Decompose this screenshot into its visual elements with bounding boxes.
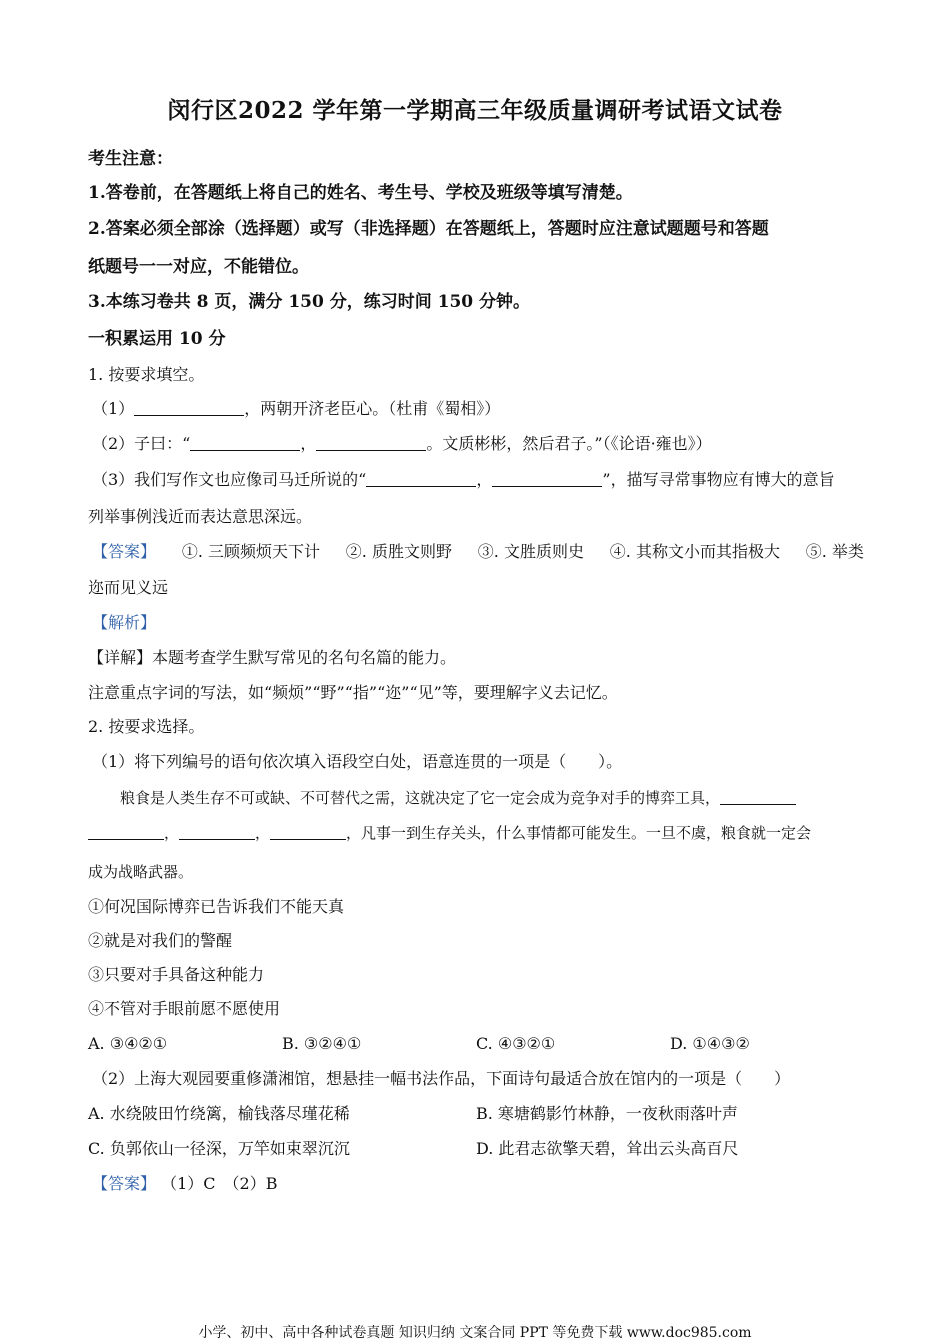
q2-passage-line3: 成为战略武器。 [88, 863, 194, 881]
q1-part2-sep: ， [300, 434, 317, 453]
option-c[interactable]: C. ④③②① [476, 1034, 556, 1053]
q1-part1-text: ，两朝开济老臣心。（杜甫《蜀相》） [244, 399, 501, 418]
q2-passage-line1 [120, 787, 864, 809]
q2-passage-line2 [88, 822, 864, 844]
fill-blank[interactable] [179, 823, 255, 840]
fill-blank[interactable] [492, 470, 602, 487]
answer-item: ②. 质胜文则野 [345, 542, 452, 561]
option-b[interactable]: B. 寒塘鹤影竹林静，一夜秋雨落叶声 [476, 1104, 738, 1123]
q1-part2 [92, 433, 864, 455]
option-d[interactable]: D. 此君志欲擎天碧，耸出云头高百尺 [476, 1139, 739, 1158]
q1-stem: 1. 按要求填空。 [88, 365, 205, 384]
answer-item: ③. 文胜质则史 [477, 542, 584, 561]
q1-part2-prefix: （2）子曰：“ [92, 434, 191, 453]
q1-part2-text: 。文质彬彬，然后君子。”（《论语·雍也》） [426, 434, 712, 453]
answer-tag: 【答案】 [92, 1174, 157, 1193]
q1-part3-text: ”，描写寻常事物应有博大的意旨 [602, 470, 835, 489]
notice-item-2: 2.答案必须全部涂（选择题）或写（非选择题）在答题纸上，答题时应注意试题题号和答题 [88, 219, 769, 239]
q2-part2: （2）上海大观园要重修潇湘馆，想悬挂一幅书法作品，下面诗句最适合放在馆内的一项是（ ） [92, 1069, 791, 1088]
page-footer: 小学、初中、高中各种试卷真题 知识归纳 文案合同 PPT 等免费下载 www.doc985.com [198, 1325, 752, 1341]
q1-part3-prefix: （3）我们写作文也应像司马迁所说的“ [92, 470, 367, 489]
fill-blank[interactable] [720, 788, 796, 805]
answer-tag: 【答案】 [92, 542, 157, 561]
fill-blank[interactable] [270, 823, 346, 840]
fill-blank[interactable] [88, 823, 164, 840]
answer-item: ①. 三顾频烦天下计 [181, 542, 320, 561]
page-title: 闵行区2022 学年第一学期高三年级质量调研考试语文试卷 [167, 97, 783, 124]
passage-text: 粮食是人类生存不可或缺、不可替代之需，这就决定了它一定会成为竞争对手的博弈工具， [120, 789, 721, 807]
q1-answer [92, 541, 864, 563]
fill-blank[interactable] [134, 399, 244, 416]
q1-part1 [92, 398, 864, 420]
notice-heading: 考生注意： [88, 149, 173, 169]
q1-part3 [92, 469, 864, 491]
note-text: 注意重点字词的写法，如“频烦”“野”“指”“迩”“见”等，要理解字义去记忆。 [88, 683, 618, 702]
notice-item-2-cont: 纸题号一一对应，不能错位。 [88, 257, 309, 277]
option-c[interactable]: C. 负郭依山一径深，万竿如束翠沉沉 [88, 1139, 350, 1158]
option-b[interactable]: B. ③②④① [282, 1034, 362, 1053]
analysis-tag: 【解析】 [92, 613, 157, 632]
sentence-item-4: ④不管对手眼前愿不愿使用 [88, 999, 281, 1018]
q2-answer [92, 1173, 864, 1195]
answer-item: ④. 其称文小而其指极大 [609, 542, 780, 561]
answer-text: （1）C （2）B [161, 1174, 278, 1193]
option-d[interactable]: D. ①④③② [670, 1034, 750, 1053]
sentence-item-2: ②就是对我们的警醒 [88, 931, 233, 950]
sentence-item-1: ①何况国际博弈已告诉我们不能天真 [88, 897, 345, 916]
q1-answer-cont: 迩而见义远 [88, 578, 169, 597]
passage-sep: ， [255, 824, 271, 842]
notice-item-1: 1.答卷前，在答题纸上将自己的姓名、考生号、学校及班级等填写清楚。 [88, 183, 633, 203]
fill-blank[interactable] [366, 470, 476, 487]
option-a[interactable]: A. ③④②① [88, 1034, 168, 1053]
option-a[interactable]: A. 水绕陂田竹绕篱，榆钱落尽瑾花稀 [88, 1104, 350, 1123]
sentence-item-3: ③只要对手具备这种能力 [88, 965, 265, 984]
section-heading: 一积累运用 10 分 [88, 329, 226, 349]
fill-blank[interactable] [190, 434, 300, 451]
detail-text: 【详解】本题考查学生默写常见的名句名篇的能力。 [88, 648, 457, 667]
q1-part1-number: （1） [92, 399, 135, 418]
answer-item: ⑤. 举类 [805, 542, 864, 561]
q2-part1: （1）将下列编号的语句依次填入语段空白处，语意连贯的一项是（ ）。 [92, 752, 623, 771]
passage-text: ，凡事一到生存关头，什么事情都可能发生。一旦不虞，粮食就一定会 [346, 824, 812, 842]
q1-part3-sep: ， [476, 470, 493, 489]
fill-blank[interactable] [316, 434, 426, 451]
q2-stem: 2. 按要求选择。 [88, 717, 205, 736]
notice-item-3: 3.本练习卷共 8 页，满分 150 分，练习时间 150 分钟。 [88, 292, 531, 312]
q1-part3-cont: 列举事例浅近而表达意思深远。 [88, 507, 313, 526]
passage-sep: ， [164, 824, 180, 842]
